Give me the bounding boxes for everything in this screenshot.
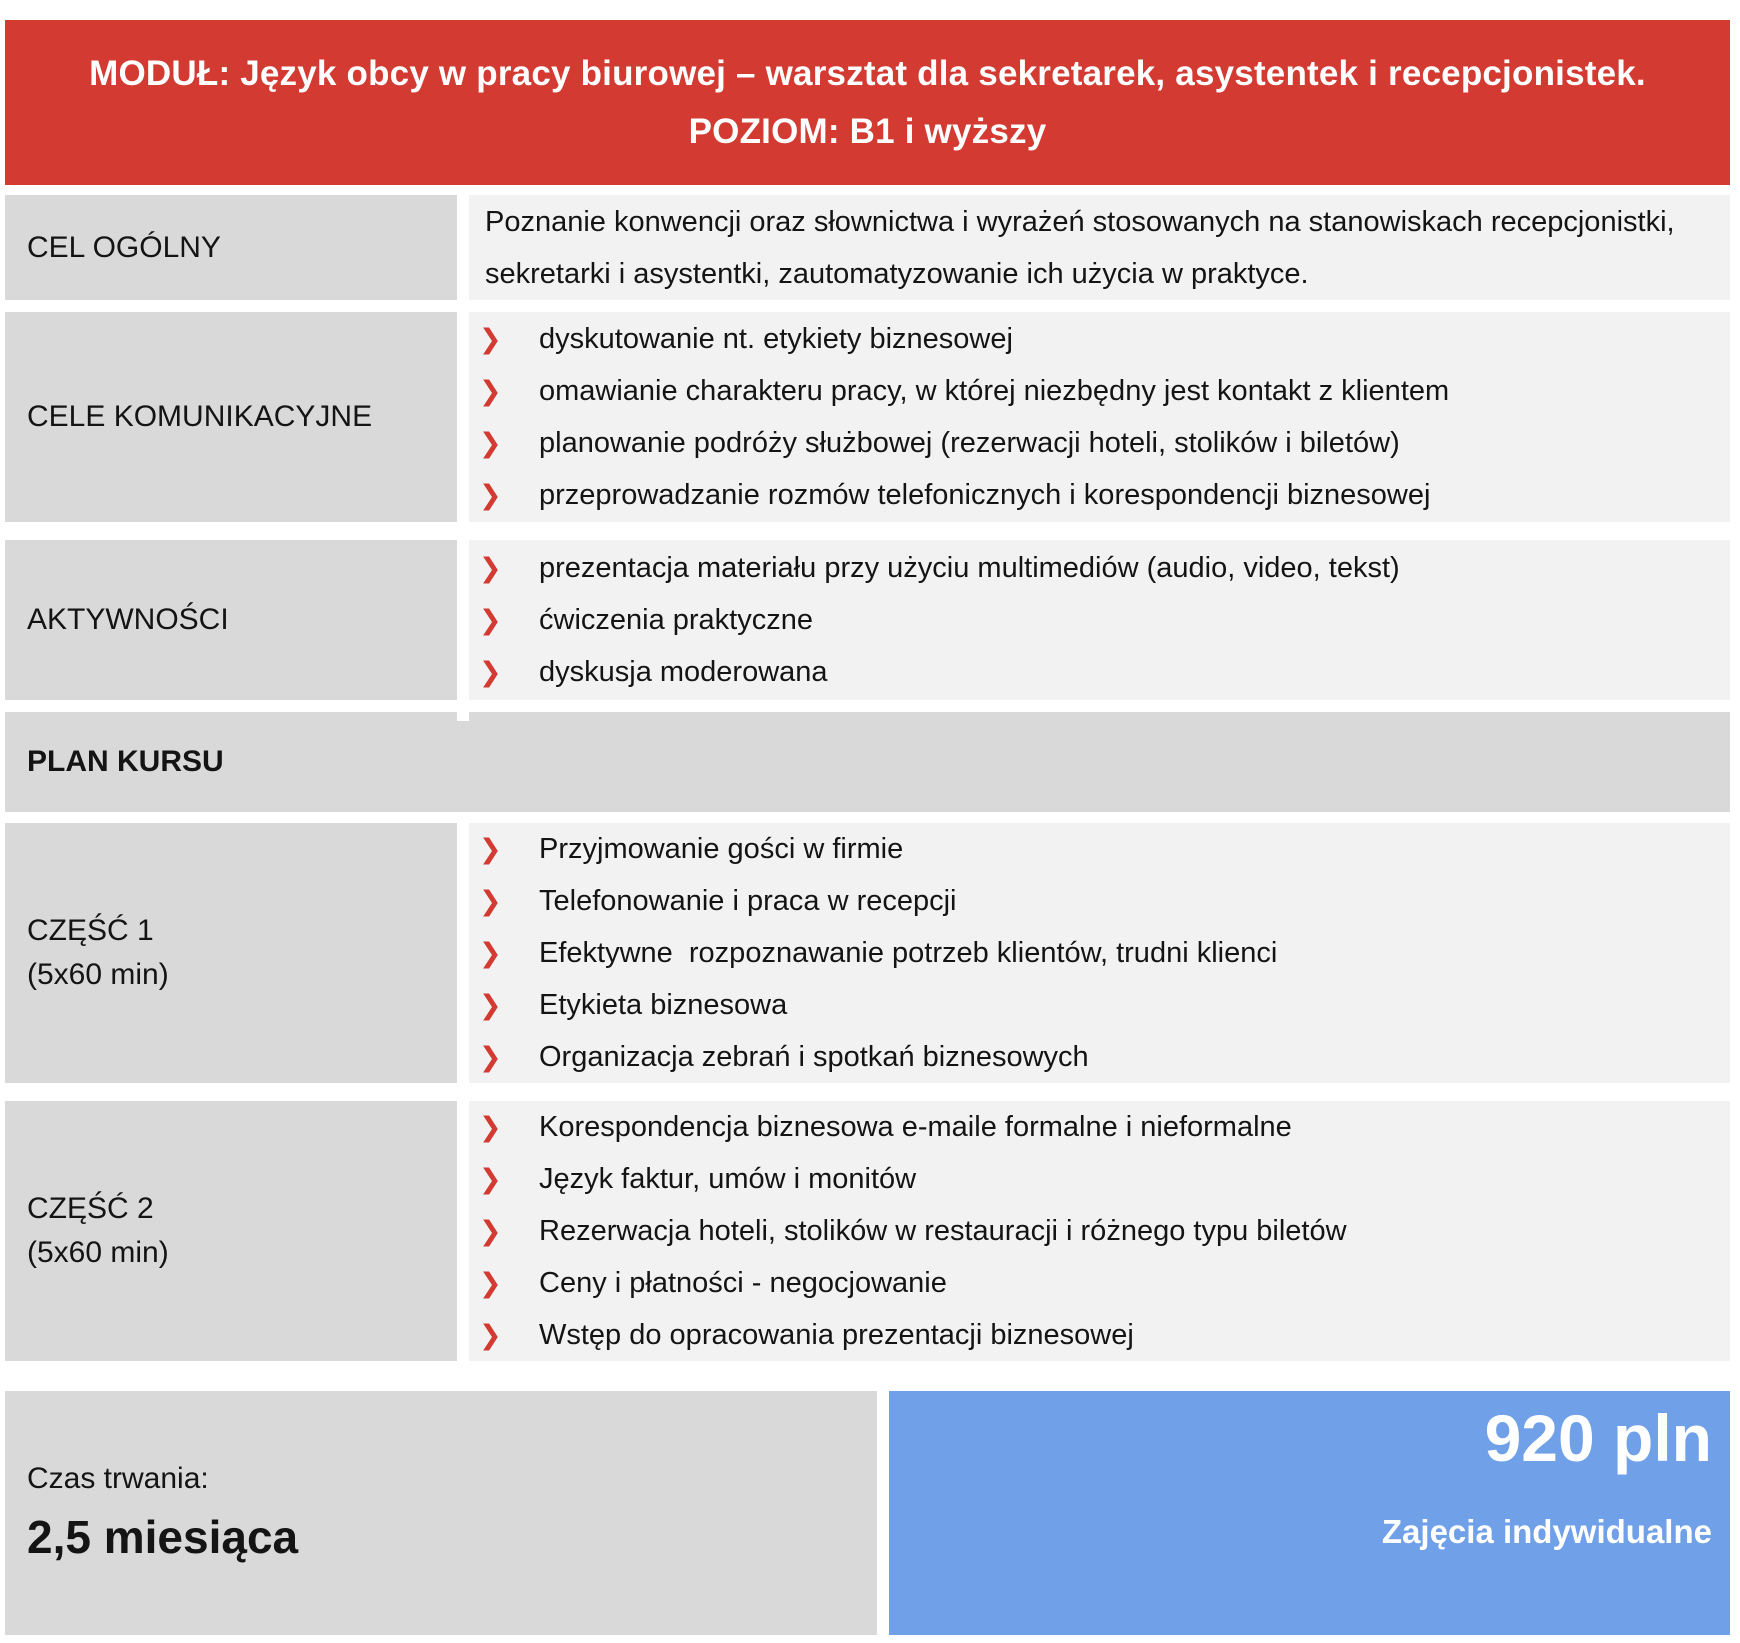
- aktywnosci-list: [469, 542, 1720, 698]
- list-item: ❯ dyskutowanie nt. etykiety biznesowej: [469, 313, 1720, 365]
- czesc-1-sublabel: (5x60 min): [27, 958, 169, 991]
- cel-ogolny-text: Poznanie konwencji oraz słownictwa i wyrażeń stosowanych na stanowiskach recepcjonistki, sekretarki i asystentki, zautomatyzowanie ich użycia w praktyce.: [485, 205, 1675, 290]
- row-cele-komunikacyjne: [5, 312, 1730, 522]
- duration-box: [5, 1391, 877, 1635]
- row-label-cele-komunikacyjne: CELE KOMUNIKACYJNE: [5, 312, 457, 522]
- list-item: ❯ Przyjmowanie gości w firmie: [469, 823, 1720, 875]
- row-content-cel-ogolny: [469, 195, 1730, 300]
- plan-kursu-label: PLAN KURSU: [27, 745, 224, 778]
- row-aktywnosci: [5, 540, 1730, 700]
- row-label-czesc-2: [5, 1101, 457, 1361]
- row-content-czesc-1: [469, 823, 1730, 1083]
- list-item: ❯ przeprowadzanie rozmów telefonicznych i korespondencji biznesowej: [469, 469, 1720, 521]
- module-title: MODUŁ: Język obcy w pracy biurowej – warsztat dla sekretarek, asystentek i recepcjonistek.: [89, 53, 1646, 93]
- list-item: ❯ ćwiczenia praktyczne: [469, 594, 1720, 646]
- czesc-2-sublabel: (5x60 min): [27, 1236, 169, 1269]
- bullet-chevron-icon: ❯: [479, 605, 502, 635]
- list-item: ❯ Korespondencja biznesowa e-maile formalne i nieformalne: [469, 1101, 1720, 1153]
- section-plan-kursu: [5, 712, 1730, 812]
- list-item: ❯ Telefonowanie i praca w recepcji: [469, 875, 1720, 927]
- row-label-czesc-1: [5, 823, 457, 1083]
- bullet-chevron-icon: ❯: [479, 428, 502, 458]
- row-label-cel-ogolny: CEL OGÓLNY: [5, 195, 457, 300]
- row-content-aktywnosci: [469, 540, 1730, 700]
- bullet-chevron-icon: ❯: [479, 553, 502, 583]
- list-item: ❯ Etykieta biznesowa: [469, 979, 1720, 1031]
- bullet-chevron-icon: ❯: [479, 1320, 502, 1350]
- list-item: ❯ Efektywne rozpoznawanie potrzeb klientów, trudni klienci: [469, 927, 1720, 979]
- list-item: ❯ prezentacja materiału przy użyciu multimediów (audio, video, tekst): [469, 542, 1720, 594]
- bullet-chevron-icon: ❯: [479, 376, 502, 406]
- level-title: POZIOM: B1 i wyższy: [688, 111, 1047, 151]
- bullet-chevron-icon: ❯: [479, 1216, 502, 1246]
- list-item: ❯ Ceny i płatności - negocjowanie: [469, 1257, 1720, 1309]
- footer-section: [5, 1391, 1730, 1635]
- bullet-chevron-icon: ❯: [479, 324, 502, 354]
- bullet-chevron-icon: ❯: [479, 938, 502, 968]
- czesc-1-list: [469, 823, 1720, 1083]
- bullet-chevron-icon: ❯: [479, 1112, 502, 1142]
- row-czesc-1: [5, 823, 1730, 1083]
- bullet-chevron-icon: ❯: [479, 480, 502, 510]
- duration-label: Czas trwania:: [27, 1462, 209, 1495]
- list-item: ❯ Wstęp do opracowania prezentacji biznesowej: [469, 1309, 1720, 1361]
- row-cel-ogolny: [5, 195, 1730, 300]
- bullet-chevron-icon: ❯: [479, 834, 502, 864]
- bullet-chevron-icon: ❯: [479, 1164, 502, 1194]
- list-item: ❯ Język faktur, umów i monitów: [469, 1153, 1720, 1205]
- bullet-chevron-icon: ❯: [479, 1268, 502, 1298]
- bullet-chevron-icon: ❯: [479, 886, 502, 916]
- list-item: ❯ Rezerwacja hoteli, stolików w restauracji i różnego typu biletów: [469, 1205, 1720, 1257]
- czesc-2-label: CZĘŚĆ 2: [27, 1192, 154, 1225]
- row-label-aktywnosci: AKTYWNOŚCI: [5, 540, 457, 700]
- czesc-1-label: CZĘŚĆ 1: [27, 914, 154, 947]
- bullet-chevron-icon: ❯: [479, 990, 502, 1020]
- row-content-czesc-2: [469, 1101, 1730, 1361]
- price-value: 920 pln: [1484, 1401, 1712, 1475]
- price-note: Zajęcia indywidualne: [1381, 1512, 1712, 1550]
- bullet-chevron-icon: ❯: [479, 1042, 502, 1072]
- price-box: [889, 1391, 1730, 1635]
- duration-value: 2,5 miesiąca: [27, 1511, 299, 1563]
- module-banner: [5, 20, 1730, 185]
- list-item: ❯ planowanie podróży służbowej (rezerwacji hoteli, stolików i biletów): [469, 417, 1720, 469]
- list-item: ❯ omawianie charakteru pracy, w której niezbędny jest kontakt z klientem: [469, 365, 1720, 417]
- list-item: ❯ Organizacja zebrań i spotkań biznesowych: [469, 1031, 1720, 1083]
- row-czesc-2: [5, 1101, 1730, 1361]
- list-item: ❯ dyskusja moderowana: [469, 646, 1720, 698]
- bullet-chevron-icon: ❯: [479, 657, 502, 687]
- cele-komunikacyjne-list: [469, 313, 1720, 521]
- row-content-cele-komunikacyjne: [469, 312, 1730, 522]
- czesc-2-list: [469, 1101, 1720, 1361]
